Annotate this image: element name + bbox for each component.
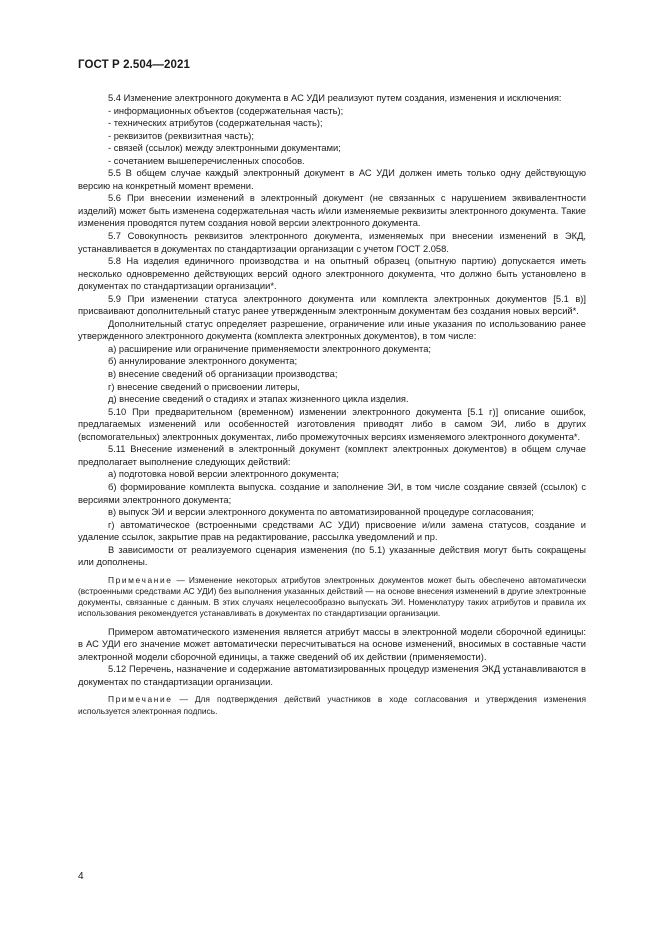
list-item: - технических атрибутов (содержательная часть); [108,118,323,129]
note-2 [78,694,586,716]
paragraph-5-11: 5.11 Внесение изменений в электронный документ (комплект электронных документов) в общем случае предполагает выполнение следующих действий: [78,444,586,467]
note-label: Примечание [108,694,173,705]
note-label: Примечание [108,574,173,585]
note-text: — Для подтверждения действий участников в ходе согласования и утверждения изменения используется электронная подпись. [78,694,586,716]
list-item: г) автоматическое (встроенными средствами АС УДИ) присвоение и/или замена статусов, создание и удаление ссылок, закрытие прав на редактирование, рассылка уведомлений и пр. [78,519,586,543]
list-item: б) аннулирование электронного документа; [108,356,298,367]
list-item: д) внесение сведений о стадиях и этапах жизненного цикла изделия. [108,394,409,405]
paragraph-5-8: 5.8 На изделия единичного производства и на опытный образец (опытную партию) допускается иметь несколько одновременно действующих версий одного электронного документа, что должно быть установлено в документах по стандартизации организации*. [78,256,586,292]
page-header-standard: ГОСТ Р 2.504—2021 [78,59,190,71]
paragraph-5-11-end: В зависимости от реализуемого сценария изменения (по 5.1) указанные действия могут быть сокращены или дополнены. [78,544,586,568]
list-item: в) выпуск ЭИ и версии электронного документа по автоматизированной процедуре согласования; [108,507,534,518]
list-item: г) внесение сведений о присвоении литеры, [108,381,300,392]
paragraph-5-4: 5.4 Изменение электронного документа в АС УДИ реализуют путем создания, изменения и исключения: [108,93,562,103]
paragraph-5-9-additional: Дополнительный статус определяет разрешение, ограничение или иные указания по использованию ранее утвержденного электронного документа (комплекта электронных документов), в том числе: [78,318,586,342]
paragraph-example: Примером автоматического изменения является атрибут массы в электронной модели сборочной единицы: в АС УДИ его значение может автоматически пересчитываться на основе изменений, вносимых в составные части электронной модели сборочной единицы, а также сведений об их действии (применяемости). [78,626,586,662]
page-number: 4 [78,871,84,882]
list-item: - сочетанием вышеперечисленных способов. [108,155,305,166]
note-1 [78,575,586,620]
list-item: - реквизитов (реквизитная часть); [108,130,254,141]
list-item: - информационных объектов (содержательная часть); [108,105,344,116]
paragraph-5-7: 5.7 Совокупность реквизитов электронного документа, изменяемых при внесении изменений в ЭКД, устанавливается в документах по стандартизации организации с учетом ГОСТ 2.058. [78,231,586,254]
list-item: - связей (ссылок) между электронными документами; [108,143,341,154]
paragraph-5-9: 5.9 При изменении статуса электронного документа или комплекта электронных документов [5.1 в)] присваивают дополнительный статус ранее утвержденным электронным документам без создания новых версий*. [78,293,586,317]
paragraph-5-12: 5.12 Перечень, назначение и содержание автоматизированных процедур изменения ЭКД устанавливаются в документах по стандартизации организации. [78,664,586,687]
paragraph-5-6: 5.6 При внесении изменений в электронный документ (не связанных с нарушением эквивалентности изделий) может быть изменена содержательная часть и/или изменяемые реквизиты электронного документа. Такие изменения проводятся путем создания новой версии электронного документа. [78,193,586,229]
note-text: — Изменение некоторых атрибутов электронных документов может быть обеспечено автоматически (встроенными средствами АС УДИ) без выполнения указанных действий — на основе внесения изменений в другие электронные документы, связанные с данным. В этих случаях нецелесообразно выпускать ЭИ. Номенклатуру таких атрибутов и правила их использования рекомендуется устанавливать в документах по стандартизации организации. [78,574,586,619]
document-body [78,92,586,723]
list-item: а) расширение или ограничение применяемости электронного документа; [108,343,431,354]
paragraph-5-10: 5.10 При предварительном (временном) изменении электронного документа [5.1 г)] описание ошибок, предлагаемых изменений или особенностей изготовления приводят либо в самом ЭИ, либо в других (вспомогательных) электронных документах, либо промежуточных версиях изменяемого электронного документа*. [78,406,586,442]
list-item: в) внесение сведений об организации производства; [108,369,338,380]
list-item: а) подготовка новой версии электронного документа; [108,469,339,480]
paragraph-5-5: 5.5 В общем случае каждый электронный документ в АС УДИ должен иметь только одну действующую версию на конкретный момент времени. [78,168,586,191]
list-item: б) формирование комплекта выпуска. создание и заполнение ЭИ, в том числе создание связей (ссылок) с версиями электронного документа; [78,481,586,505]
